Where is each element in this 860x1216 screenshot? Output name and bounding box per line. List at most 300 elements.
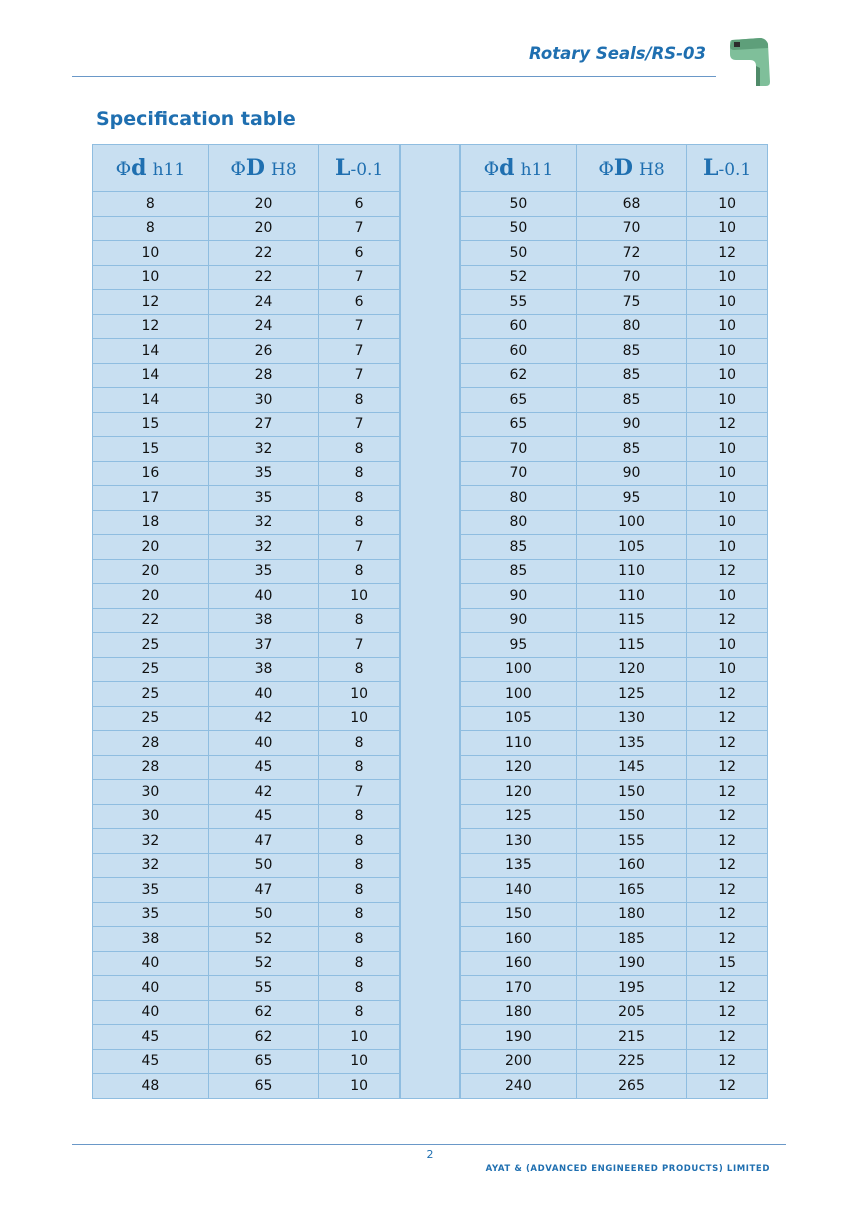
cell-D: 180 xyxy=(576,902,686,927)
table-row xyxy=(93,388,400,413)
cell-d: 16 xyxy=(93,461,209,486)
cell-D: 22 xyxy=(208,241,318,266)
cell-d: 120 xyxy=(461,780,577,805)
cell-d: 170 xyxy=(461,976,577,1001)
cell-L: 12 xyxy=(687,976,768,1001)
cell-L: 10 xyxy=(687,363,768,388)
cell-d: 28 xyxy=(93,755,209,780)
table-body-left xyxy=(93,192,400,1099)
cell-D: 115 xyxy=(576,633,686,658)
cell-L: 8 xyxy=(319,510,400,535)
cell-L: 12 xyxy=(687,731,768,756)
table-row xyxy=(461,706,768,731)
cell-D: 42 xyxy=(208,780,318,805)
cell-L: 8 xyxy=(319,461,400,486)
table-row xyxy=(461,412,768,437)
cell-D: 52 xyxy=(208,927,318,952)
cell-d: 14 xyxy=(93,388,209,413)
cell-L: 10 xyxy=(687,339,768,364)
table-row xyxy=(93,657,400,682)
cell-D: 70 xyxy=(576,216,686,241)
table-row xyxy=(461,878,768,903)
cell-d: 10 xyxy=(93,265,209,290)
footer-divider xyxy=(72,1144,786,1145)
cell-d: 40 xyxy=(93,976,209,1001)
cell-d: 130 xyxy=(461,829,577,854)
cell-d: 70 xyxy=(461,461,577,486)
cell-d: 48 xyxy=(93,1074,209,1099)
cell-d: 55 xyxy=(461,290,577,315)
cell-L: 10 xyxy=(687,437,768,462)
cell-L: 7 xyxy=(319,412,400,437)
page-number: 2 xyxy=(426,1148,434,1161)
cell-D: 20 xyxy=(208,216,318,241)
cell-d: 25 xyxy=(93,682,209,707)
table-row xyxy=(461,731,768,756)
cell-D: 32 xyxy=(208,535,318,560)
table-header-row xyxy=(461,145,768,192)
cell-D: 68 xyxy=(576,192,686,217)
cell-D: 150 xyxy=(576,780,686,805)
cell-D: 38 xyxy=(208,608,318,633)
table-row xyxy=(93,927,400,952)
table-header-row xyxy=(93,145,400,192)
cell-d: 90 xyxy=(461,608,577,633)
table-row xyxy=(93,780,400,805)
cell-d: 160 xyxy=(461,951,577,976)
table-row xyxy=(461,584,768,609)
table-row xyxy=(93,510,400,535)
cell-D: 47 xyxy=(208,878,318,903)
cell-D: 72 xyxy=(576,241,686,266)
section-title: Specification table xyxy=(96,108,296,130)
table-row xyxy=(461,339,768,364)
cell-L: 10 xyxy=(687,314,768,339)
cell-d: 12 xyxy=(93,290,209,315)
cell-L: 8 xyxy=(319,976,400,1001)
cell-d: 85 xyxy=(461,535,577,560)
table-row xyxy=(461,388,768,413)
cell-d: 25 xyxy=(93,657,209,682)
column-header-d: Φd h11 xyxy=(93,145,209,192)
table-row xyxy=(93,706,400,731)
cell-d: 15 xyxy=(93,437,209,462)
cell-d: 40 xyxy=(93,951,209,976)
cell-d: 8 xyxy=(93,216,209,241)
spec-table-left xyxy=(92,144,400,1099)
cell-D: 42 xyxy=(208,706,318,731)
cell-L: 12 xyxy=(687,608,768,633)
cell-D: 190 xyxy=(576,951,686,976)
cell-d: 100 xyxy=(461,657,577,682)
table-row xyxy=(461,1000,768,1025)
table-row xyxy=(461,265,768,290)
table-row xyxy=(461,853,768,878)
cell-d: 22 xyxy=(93,608,209,633)
cell-d: 35 xyxy=(93,878,209,903)
cell-D: 55 xyxy=(208,976,318,1001)
cell-L: 12 xyxy=(687,804,768,829)
cell-L: 8 xyxy=(319,608,400,633)
cell-d: 8 xyxy=(93,192,209,217)
cell-D: 24 xyxy=(208,290,318,315)
cell-d: 50 xyxy=(461,192,577,217)
spec-table-right xyxy=(460,144,768,1099)
table-row xyxy=(93,584,400,609)
table-row xyxy=(93,535,400,560)
cell-d: 20 xyxy=(93,559,209,584)
cell-D: 35 xyxy=(208,461,318,486)
table-row xyxy=(461,486,768,511)
column-header-L: L-0.1 xyxy=(687,145,768,192)
cell-d: 160 xyxy=(461,927,577,952)
cell-d: 40 xyxy=(93,1000,209,1025)
cell-L: 8 xyxy=(319,559,400,584)
header-title: Rotary Seals/RS-03 xyxy=(529,44,706,63)
cell-d: 25 xyxy=(93,706,209,731)
cell-D: 80 xyxy=(576,314,686,339)
cell-L: 8 xyxy=(319,927,400,952)
table-row xyxy=(93,437,400,462)
cell-d: 60 xyxy=(461,339,577,364)
cell-D: 37 xyxy=(208,633,318,658)
table-row xyxy=(461,461,768,486)
cell-L: 10 xyxy=(319,1074,400,1099)
cell-L: 12 xyxy=(687,1000,768,1025)
cell-D: 85 xyxy=(576,437,686,462)
table-row xyxy=(93,339,400,364)
cell-D: 125 xyxy=(576,682,686,707)
cell-D: 32 xyxy=(208,510,318,535)
cell-L: 8 xyxy=(319,486,400,511)
cell-L: 12 xyxy=(687,706,768,731)
cell-L: 10 xyxy=(687,535,768,560)
cell-L: 7 xyxy=(319,363,400,388)
table-row xyxy=(461,510,768,535)
table-row xyxy=(461,1025,768,1050)
cell-d: 120 xyxy=(461,755,577,780)
table-row xyxy=(461,290,768,315)
cell-L: 8 xyxy=(319,755,400,780)
cell-D: 40 xyxy=(208,682,318,707)
table-row xyxy=(93,731,400,756)
cell-d: 12 xyxy=(93,314,209,339)
cell-L: 7 xyxy=(319,633,400,658)
table-row xyxy=(461,682,768,707)
column-header-D: ΦD H8 xyxy=(576,145,686,192)
cell-d: 60 xyxy=(461,314,577,339)
table-row xyxy=(93,1049,400,1074)
cell-L: 6 xyxy=(319,241,400,266)
table-row xyxy=(93,290,400,315)
cell-L: 10 xyxy=(687,461,768,486)
cell-D: 195 xyxy=(576,976,686,1001)
cell-L: 6 xyxy=(319,290,400,315)
cell-D: 70 xyxy=(576,265,686,290)
cell-L: 8 xyxy=(319,829,400,854)
cell-D: 22 xyxy=(208,265,318,290)
cell-L: 12 xyxy=(687,780,768,805)
cell-L: 10 xyxy=(687,633,768,658)
table-row xyxy=(461,1074,768,1099)
table-row xyxy=(461,902,768,927)
cell-L: 8 xyxy=(319,878,400,903)
cell-d: 240 xyxy=(461,1074,577,1099)
cell-D: 85 xyxy=(576,339,686,364)
cell-L: 8 xyxy=(319,731,400,756)
table-row xyxy=(461,829,768,854)
cell-D: 62 xyxy=(208,1025,318,1050)
cell-L: 10 xyxy=(319,1025,400,1050)
cell-D: 65 xyxy=(208,1049,318,1074)
cell-L: 10 xyxy=(687,216,768,241)
cell-d: 50 xyxy=(461,241,577,266)
cell-L: 8 xyxy=(319,1000,400,1025)
cell-L: 10 xyxy=(687,290,768,315)
cell-L: 6 xyxy=(319,192,400,217)
table-row xyxy=(461,363,768,388)
cell-D: 32 xyxy=(208,437,318,462)
cell-d: 20 xyxy=(93,584,209,609)
table-row xyxy=(461,951,768,976)
cell-D: 24 xyxy=(208,314,318,339)
cell-L: 10 xyxy=(319,682,400,707)
cell-L: 12 xyxy=(687,1074,768,1099)
header-divider xyxy=(72,76,716,77)
cell-d: 52 xyxy=(461,265,577,290)
cell-D: 40 xyxy=(208,731,318,756)
cell-L: 12 xyxy=(687,1049,768,1074)
cell-d: 200 xyxy=(461,1049,577,1074)
table-row xyxy=(461,535,768,560)
cell-D: 95 xyxy=(576,486,686,511)
rotary-seal-icon xyxy=(726,36,772,88)
cell-d: 95 xyxy=(461,633,577,658)
cell-D: 62 xyxy=(208,1000,318,1025)
cell-D: 100 xyxy=(576,510,686,535)
table-row xyxy=(93,486,400,511)
table-row xyxy=(93,951,400,976)
table-row xyxy=(93,265,400,290)
cell-D: 85 xyxy=(576,363,686,388)
cell-L: 8 xyxy=(319,804,400,829)
table-row xyxy=(461,241,768,266)
cell-L: 10 xyxy=(687,192,768,217)
table-row xyxy=(93,1000,400,1025)
cell-d: 10 xyxy=(93,241,209,266)
cell-d: 190 xyxy=(461,1025,577,1050)
table-row xyxy=(93,633,400,658)
cell-d: 25 xyxy=(93,633,209,658)
cell-L: 12 xyxy=(687,241,768,266)
cell-d: 30 xyxy=(93,804,209,829)
cell-d: 135 xyxy=(461,853,577,878)
cell-L: 8 xyxy=(319,657,400,682)
table-row xyxy=(93,412,400,437)
cell-D: 75 xyxy=(576,290,686,315)
table-row xyxy=(461,657,768,682)
table-row xyxy=(93,461,400,486)
cell-d: 80 xyxy=(461,510,577,535)
table-row xyxy=(93,682,400,707)
cell-d: 65 xyxy=(461,388,577,413)
cell-d: 45 xyxy=(93,1049,209,1074)
cell-d: 45 xyxy=(93,1025,209,1050)
cell-D: 45 xyxy=(208,755,318,780)
cell-d: 18 xyxy=(93,510,209,535)
table-row xyxy=(461,437,768,462)
cell-L: 12 xyxy=(687,755,768,780)
cell-L: 7 xyxy=(319,780,400,805)
cell-L: 8 xyxy=(319,853,400,878)
table-row xyxy=(93,878,400,903)
table-row xyxy=(93,216,400,241)
table-gap-panel xyxy=(400,144,460,1099)
cell-L: 12 xyxy=(687,412,768,437)
cell-d: 180 xyxy=(461,1000,577,1025)
cell-L: 7 xyxy=(319,535,400,560)
cell-d: 32 xyxy=(93,853,209,878)
cell-D: 28 xyxy=(208,363,318,388)
cell-d: 80 xyxy=(461,486,577,511)
table-row xyxy=(93,853,400,878)
cell-D: 30 xyxy=(208,388,318,413)
cell-d: 65 xyxy=(461,412,577,437)
cell-D: 26 xyxy=(208,339,318,364)
cell-D: 90 xyxy=(576,412,686,437)
table-row xyxy=(93,976,400,1001)
table-row xyxy=(93,241,400,266)
cell-d: 62 xyxy=(461,363,577,388)
cell-d: 105 xyxy=(461,706,577,731)
column-header-L: L-0.1 xyxy=(319,145,400,192)
cell-D: 27 xyxy=(208,412,318,437)
cell-L: 8 xyxy=(319,437,400,462)
cell-d: 70 xyxy=(461,437,577,462)
table-row xyxy=(461,976,768,1001)
cell-L: 12 xyxy=(687,1025,768,1050)
table-row xyxy=(93,755,400,780)
cell-D: 90 xyxy=(576,461,686,486)
cell-L: 12 xyxy=(687,927,768,952)
cell-D: 135 xyxy=(576,731,686,756)
cell-L: 8 xyxy=(319,388,400,413)
cell-D: 50 xyxy=(208,853,318,878)
table-row xyxy=(461,608,768,633)
table-row xyxy=(93,559,400,584)
cell-L: 7 xyxy=(319,216,400,241)
cell-d: 30 xyxy=(93,780,209,805)
cell-D: 155 xyxy=(576,829,686,854)
cell-L: 12 xyxy=(687,559,768,584)
column-header-D: ΦD H8 xyxy=(208,145,318,192)
cell-L: 10 xyxy=(687,265,768,290)
cell-D: 165 xyxy=(576,878,686,903)
table-row xyxy=(93,314,400,339)
cell-D: 130 xyxy=(576,706,686,731)
cell-L: 7 xyxy=(319,265,400,290)
cell-D: 215 xyxy=(576,1025,686,1050)
cell-L: 10 xyxy=(687,486,768,511)
table-row xyxy=(461,314,768,339)
cell-D: 205 xyxy=(576,1000,686,1025)
cell-D: 225 xyxy=(576,1049,686,1074)
cell-d: 20 xyxy=(93,535,209,560)
table-row xyxy=(93,902,400,927)
cell-L: 12 xyxy=(687,902,768,927)
cell-L: 10 xyxy=(687,584,768,609)
cell-D: 35 xyxy=(208,559,318,584)
cell-L: 7 xyxy=(319,339,400,364)
cell-D: 35 xyxy=(208,486,318,511)
cell-D: 45 xyxy=(208,804,318,829)
column-header-d: Φd h11 xyxy=(461,145,577,192)
cell-d: 14 xyxy=(93,339,209,364)
company-name: AYAT & (ADVANCED ENGINEERED PRODUCTS) LIMITED xyxy=(485,1164,770,1174)
cell-L: 10 xyxy=(687,388,768,413)
cell-d: 28 xyxy=(93,731,209,756)
cell-L: 12 xyxy=(687,878,768,903)
cell-L: 7 xyxy=(319,314,400,339)
cell-D: 185 xyxy=(576,927,686,952)
cell-L: 10 xyxy=(687,657,768,682)
cell-D: 110 xyxy=(576,559,686,584)
table-row xyxy=(93,608,400,633)
cell-d: 90 xyxy=(461,584,577,609)
table-row xyxy=(93,1074,400,1099)
cell-D: 50 xyxy=(208,902,318,927)
cell-D: 65 xyxy=(208,1074,318,1099)
cell-d: 15 xyxy=(93,412,209,437)
table-row xyxy=(93,192,400,217)
table-row xyxy=(461,780,768,805)
cell-L: 10 xyxy=(319,706,400,731)
cell-L: 12 xyxy=(687,682,768,707)
table-row xyxy=(461,927,768,952)
cell-L: 10 xyxy=(319,584,400,609)
cell-D: 145 xyxy=(576,755,686,780)
cell-d: 110 xyxy=(461,731,577,756)
table-row xyxy=(461,755,768,780)
cell-d: 85 xyxy=(461,559,577,584)
table-row xyxy=(461,559,768,584)
cell-L: 15 xyxy=(687,951,768,976)
cell-d: 100 xyxy=(461,682,577,707)
table-row xyxy=(93,829,400,854)
cell-D: 150 xyxy=(576,804,686,829)
table-row xyxy=(461,633,768,658)
table-row xyxy=(461,216,768,241)
cell-L: 10 xyxy=(687,510,768,535)
table-row xyxy=(93,804,400,829)
table-row xyxy=(93,1025,400,1050)
cell-D: 110 xyxy=(576,584,686,609)
cell-d: 150 xyxy=(461,902,577,927)
cell-d: 17 xyxy=(93,486,209,511)
cell-D: 40 xyxy=(208,584,318,609)
cell-D: 85 xyxy=(576,388,686,413)
cell-D: 160 xyxy=(576,853,686,878)
cell-L: 10 xyxy=(319,1049,400,1074)
table-row xyxy=(461,1049,768,1074)
cell-d: 35 xyxy=(93,902,209,927)
cell-D: 20 xyxy=(208,192,318,217)
cell-D: 52 xyxy=(208,951,318,976)
cell-d: 38 xyxy=(93,927,209,952)
cell-d: 32 xyxy=(93,829,209,854)
table-body-right xyxy=(461,192,768,1099)
cell-L: 8 xyxy=(319,902,400,927)
